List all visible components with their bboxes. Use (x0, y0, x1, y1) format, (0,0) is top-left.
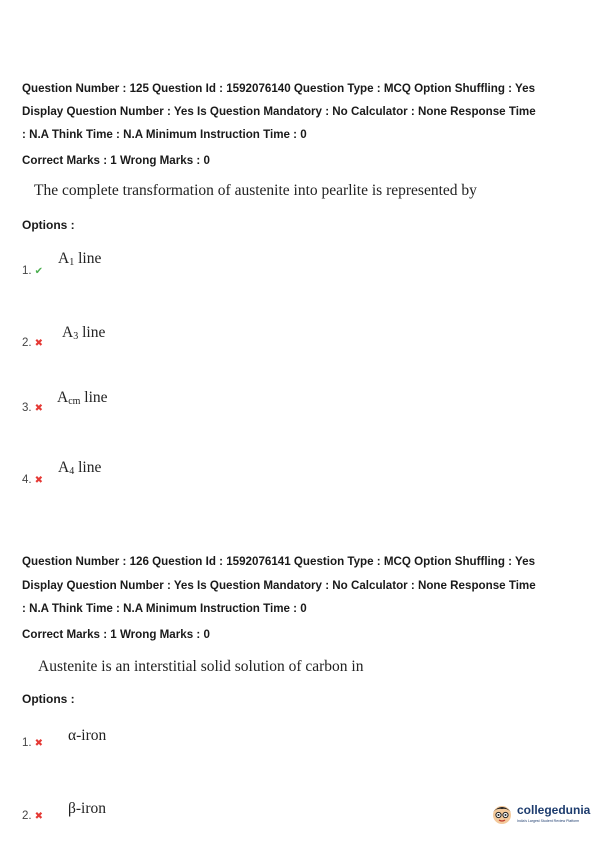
logo-brand: collegedunia (517, 803, 591, 817)
question-meta-line: : N.A Think Time : N.A Minimum Instruction Time : 0 (22, 128, 307, 141)
question-text: Austenite is an interstitial solid solution of carbon in (38, 658, 364, 675)
cross-icon: ✖ (34, 475, 43, 486)
cross-icon: ✖ (34, 738, 43, 749)
option-number: 1. (22, 737, 32, 749)
cross-icon: ✖ (34, 403, 43, 414)
options-label: Options : (22, 218, 75, 232)
option-text: α-iron (68, 727, 107, 744)
check-icon: ✔ (34, 266, 43, 277)
option-text: β-iron (68, 800, 107, 817)
question-text: The complete transformation of austenite into pearlite is represented by (34, 182, 477, 199)
question-marks: Correct Marks : 1 Wrong Marks : 0 (22, 154, 210, 167)
collegedunia-logo[interactable] (490, 800, 591, 830)
question-meta-line: : N.A Think Time : N.A Minimum Instruction Time : 0 (22, 602, 307, 615)
option-text: $A_3$ line (62, 324, 106, 342)
question-meta-line: Display Question Number : Yes Is Question Mandatory : No Calculator : None Response Time (22, 105, 536, 118)
question-marks: Correct Marks : 1 Wrong Marks : 0 (22, 628, 210, 641)
option-text: $A_4$ line (58, 459, 102, 477)
option-text: $A_1$ line (58, 250, 102, 268)
option-number: 2. (22, 337, 32, 349)
logo-tagline: India's Largest Student Review Platform (517, 819, 580, 823)
option-number: 2. (22, 810, 32, 822)
question-meta-line: Question Number : 126 Question Id : 1592076141 Question Type : MCQ Option Shuffling : Yes (22, 555, 536, 568)
options-label: Options : (22, 692, 75, 706)
question-meta-line: Display Question Number : Yes Is Question Mandatory : No Calculator : None Response Time (22, 579, 536, 592)
question-meta-line: Question Number : 125 Question Id : 1592076140 Question Type : MCQ Option Shuffling : Yes (22, 82, 536, 95)
cross-icon: ✖ (34, 338, 43, 349)
option-number: 4. (22, 474, 32, 486)
mascot-icon (490, 802, 514, 826)
option-text: $A_{cm}$ line (57, 389, 108, 407)
cross-icon: ✖ (34, 811, 43, 822)
option-number: 3. (22, 402, 32, 414)
option-number: 1. (22, 265, 32, 277)
